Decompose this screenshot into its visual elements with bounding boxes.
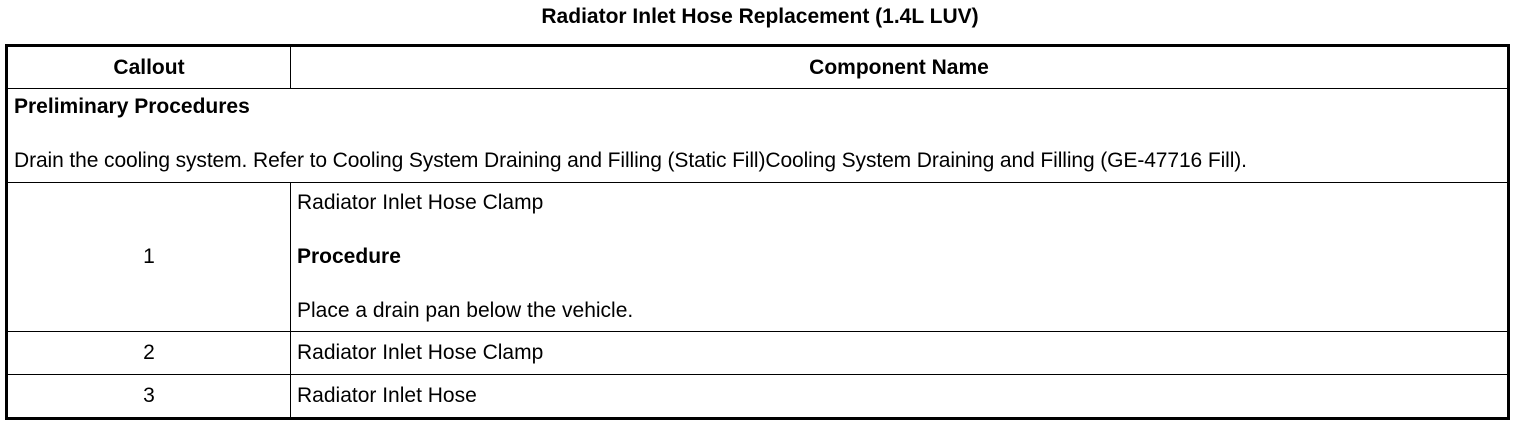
- procedure-label: Procedure: [297, 245, 401, 268]
- preliminary-procedures-row: [7, 89, 1509, 183]
- callout-number: 1: [7, 183, 291, 332]
- component-name-column-header: Component Name: [291, 46, 1509, 89]
- preliminary-procedures-text: Drain the cooling system. Refer to Cooling System Draining and Filling (Static Fill)Cooling System Draining and Filling (GE-47716 Fill).: [14, 148, 1247, 172]
- preliminary-procedures-cell: [7, 89, 1509, 183]
- component-name: Radiator Inlet Hose Clamp: [297, 191, 544, 214]
- callout-number: 3: [7, 375, 291, 419]
- table-row: [7, 332, 1509, 375]
- procedure-text: Place a drain pan below the vehicle.: [297, 299, 634, 322]
- document-title: Radiator Inlet Hose Replacement (1.4L LUV): [541, 5, 979, 28]
- component-name: Radiator Inlet Hose: [291, 375, 1509, 419]
- table-row: [7, 183, 1509, 332]
- component-cell: [291, 183, 1509, 332]
- procedure-table: [5, 44, 1510, 420]
- callout-number: 2: [7, 332, 291, 375]
- table-header-row: [7, 46, 1509, 89]
- callout-column-header: Callout: [7, 46, 291, 89]
- component-name: Radiator Inlet Hose Clamp: [291, 332, 1509, 375]
- preliminary-procedures-title: Preliminary Procedures: [14, 94, 250, 118]
- table-row: [7, 375, 1509, 419]
